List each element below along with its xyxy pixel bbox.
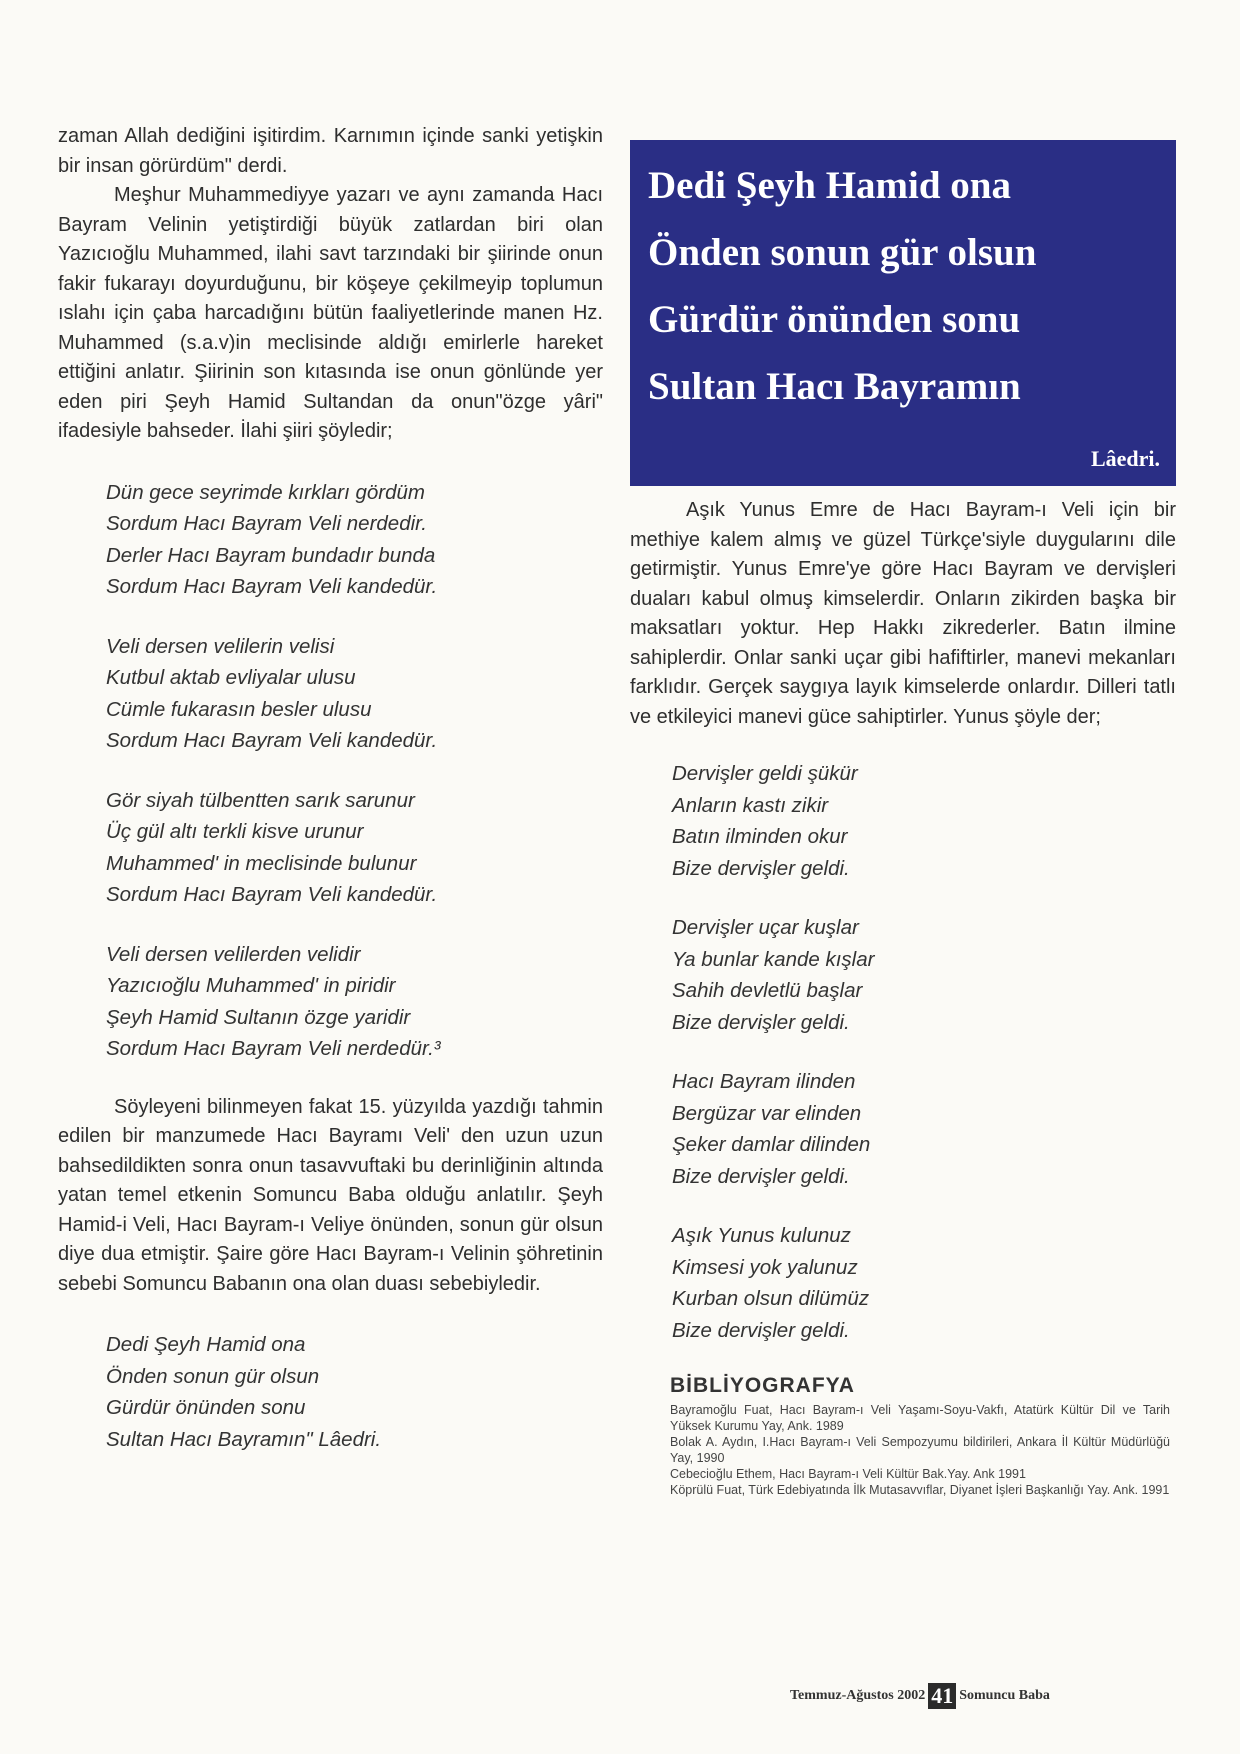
poem-line: Muhammed' in meclisinde bulunur xyxy=(106,851,417,875)
poem-line: Hacı Bayram ilinden xyxy=(672,1070,856,1093)
poem-stanza xyxy=(672,758,1176,884)
poem-line: Bize dervişler geldi. xyxy=(672,1164,850,1188)
poem-line: Bize dervişler geldi. xyxy=(672,1010,850,1034)
pull-quote-line: Sultan Hacı Bayramın xyxy=(648,365,1021,408)
poem-line: Dedi Şeyh Hamid ona xyxy=(106,1333,306,1356)
poem-line: Aşık Yunus kulunuz xyxy=(672,1224,851,1247)
poem-line: Sordum Hacı Bayram Veli nerdedür.³ xyxy=(106,1037,441,1060)
poem-line: Üç gül altı terkli kisve urunur xyxy=(106,820,364,843)
left-column xyxy=(58,122,603,1483)
bibliography-entry: Cebecioğlu Ethem, Hacı Bayram-ı Veli Kültür Bak.Yay. Ank 1991 xyxy=(670,1467,1026,1481)
bibliography-entry: Köprülü Fuat, Türk Edebiyatında İlk Mutasavvıflar, Diyanet İşleri Başkanlığı Yay. Ank. 1991 xyxy=(670,1483,1170,1497)
page-number: 41 xyxy=(928,1683,956,1709)
poem-line: Sordum Hacı Bayram Veli nerdedir. xyxy=(106,512,427,535)
bibliography-entry: Bolak A. Aydın, I.Hacı Bayram-ı Veli Sempozyumu bildirileri, Ankara İl Kültür Müdürlüğü Yay, 1990 xyxy=(670,1435,1170,1465)
poem-line: Batın ilminden okur xyxy=(672,825,848,848)
pull-quote-box xyxy=(630,140,1176,486)
poem-stanza xyxy=(672,1066,1176,1192)
poem-line: Ya bunlar kande kışlar xyxy=(672,947,875,971)
pull-quote-author: Lâedri. xyxy=(1090,446,1160,471)
poem-line: Bize dervişler geldi. xyxy=(672,1318,850,1342)
poem-stanza xyxy=(106,785,603,911)
poem-line: Kutbul aktab evliyalar ulusu xyxy=(106,666,356,689)
poem-stanza xyxy=(106,477,603,603)
closing-poem xyxy=(106,1329,603,1455)
poem-line: Yazıcıoğlu Muhammed' in piridir xyxy=(106,974,396,997)
poem-line: Gürdür önünden sonu xyxy=(106,1396,306,1419)
poem-stanza xyxy=(106,631,603,757)
pull-quote-line: Dedi Şeyh Hamid ona xyxy=(648,164,1011,207)
poem-line: Bize dervişler geldi. xyxy=(672,856,850,880)
pull-quote-line: Gürdür önünden sonu xyxy=(648,298,1021,341)
poem-line: Cümle fukarasın besler ulusu xyxy=(106,697,372,721)
poem-line: Bergüzar var elinden xyxy=(672,1101,862,1125)
poem-line: Kimsesi yok yalunuz xyxy=(672,1255,858,1279)
issue-date: Temmuz-Ağustos 2002 xyxy=(790,1688,926,1703)
poem-line: Kurban olsun dilümüz xyxy=(672,1287,870,1310)
poem-line: Dün gece seyrimde kırkları gördüm xyxy=(106,480,426,504)
poem-stanza xyxy=(106,1329,603,1455)
page-footer xyxy=(790,1682,1220,1710)
poem-line: Önden sonun gür olsun xyxy=(106,1364,320,1388)
bibliography-entry: Bayramoğlu Fuat, Hacı Bayram-ı Veli Yaşamı-Soyu-Vakfı, Atatürk Kültür Dil ve Tarih Yüksek Kurumu Yay, Ank. 1989 xyxy=(670,1403,1170,1433)
poem-stanza xyxy=(106,939,603,1065)
poem-line: Sordum Hacı Bayram Veli kandedür. xyxy=(106,883,438,906)
poem-line: Dervişler geldi şükür xyxy=(672,762,858,785)
poem-line: Sordum Hacı Bayram Veli kandedür. xyxy=(106,729,438,752)
poem-line: Gör siyah tülbentten sarık sarunur xyxy=(106,788,415,812)
poem-line: Dervişler uçar kuşlar xyxy=(672,916,859,939)
paragraph-yunus-emre: Aşık Yunus Emre de Hacı Bayram-ı Veli için bir methiye kalem almış ve güzel Türkçe'siyle duygularını dile getirmiştir. Yunus Emre'ye göre Hacı Bayram ve dervişleri duaları kabul olmuş kimselerdir. Onların zikirden başka bir maksatları yoktur. Hep Hakkı zikrederler. Batın ilmine sahiplerdir. Onlar sanki uçar gibi hafiftirler, manevi mekanları farklıdır. Gerçek saygıya layık kimselerde onlardır. Dilleri tatlı ve etkileyici manevi güce sahiptirler. Yunus şöyle der; xyxy=(630,499,1176,728)
poem-line: Şeker damlar dilinden xyxy=(672,1133,871,1156)
paragraph-somuncu-baba: Söyleyeni bilinmeyen fakat 15. yüzyılda yazdığı tahmin edilen bir manzumede Hacı Bayramı Veli' den uzun uzun bahsedildikten sonra onun tasavvuftaki bu derinliğinin altında yatan temel etkenin Somuncu Baba olduğu anlatılır. Şeyh Hamid-i Veli, Hacı Bayram-ı Veliye önünden, sonun gür olsun diye dua etmiştir. Şaire göre Hacı Bayram-ı Velinin şöhretinin sebebi Somuncu Babanın ona olan duası sebebiyledir. xyxy=(58,1095,603,1295)
poem-line: Veli dersen velilerden velidir xyxy=(106,942,361,966)
poem-line: Sahih devletlü başlar xyxy=(672,979,863,1002)
poem-line: Şeyh Hamid Sultanın özge yaridir xyxy=(106,1005,411,1029)
ilahi-poem xyxy=(106,477,603,1065)
poem-stanza xyxy=(672,1220,1176,1346)
poem-line: Sordum Hacı Bayram Veli kandedür. xyxy=(106,575,438,598)
paragraph-yazicioglu: Meşhur Muhammediyye yazarı ve aynı zamanda Hacı Bayram Velinin yetiştirdiği büyük zatlardan biri olan Yazıcıoğlu Muhammed, ilahi savt tarzındaki bir şiirinde onun fakir fukarayı doyurduğunu, bir köşeye çekilmeyip toplumun ıslahı için çaba harcadığını bütün faaliyetlerinde manen Hz. Muhammed (s.a.v)in meclisinde aldığı emirlerle hareket ettiğini anlatır. Şiirinin son kıtasında ise onun gönlünde yer eden piri Şeyh Hamid Sultandan da onun"özge yâri" ifadesiyle bahseder. İlahi şiiri şöyledir; xyxy=(58,184,603,442)
pull-quote-line: Önden sonun gür olsun xyxy=(648,231,1037,274)
poem-stanza xyxy=(672,912,1176,1038)
magazine-name: Somuncu Baba xyxy=(959,1688,1050,1703)
poem-line: Derler Hacı Bayram bundadır bunda xyxy=(106,543,436,567)
intro-paragraph: zaman Allah dediğini işitirdim. Karnımın içinde sanki yetişkin bir insan görürdüm" derdi. xyxy=(58,125,603,177)
poem-line: Anların kastı zikir xyxy=(672,793,829,817)
poem-line: Sultan Hacı Bayramın" Lâedri. xyxy=(106,1427,382,1451)
bibliography-heading: BİBLİYOGRAFYA xyxy=(670,1374,855,1397)
bibliography-list xyxy=(670,1402,1170,1498)
poem-line: Veli dersen velilerin velisi xyxy=(106,634,335,658)
yunus-poem xyxy=(672,758,1176,1346)
right-column xyxy=(630,140,1176,1498)
